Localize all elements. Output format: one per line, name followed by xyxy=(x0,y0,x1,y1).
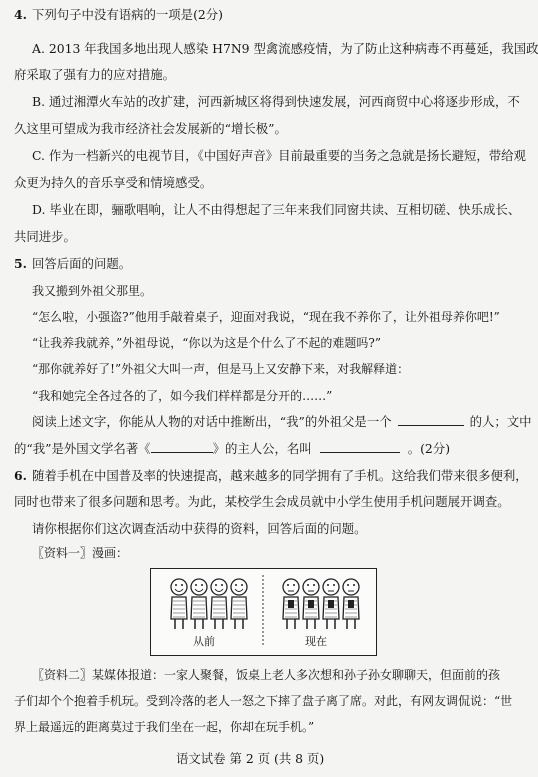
comic-person xyxy=(231,579,247,629)
comic-caption-before: 从前 xyxy=(193,635,215,648)
q5-number: 5. xyxy=(14,256,27,271)
q5-stem: 回答后面的问题。 xyxy=(32,256,132,271)
answer-blank-personality[interactable] xyxy=(398,413,464,426)
q4-option-a-line1: A. 2013 年我国多地出现人感染 H7N9 型禽流感疫情，为了防止这种病毒不再蔓延，我国政 xyxy=(32,41,538,56)
material-two-line3: 界上最遥远的距离莫过于我们坐在一起，你却在玩手机。” xyxy=(14,720,315,734)
q5-passage-line5: “我和她完全各过各的了，如今我们样样都是分开的……” xyxy=(32,389,333,403)
q6-intro-line1: 随着手机在中国普及率的快速提高，越来越多的同学拥有了手机。这给我们带来很多便利， xyxy=(32,468,528,483)
q6-intro-line2: 同时也带来了很多问题和思考。为此，某校学生会成员就中小学生使用手机问题展开调查。 xyxy=(14,494,510,509)
comic-person xyxy=(283,579,299,629)
q5-passage-line1: 我又搬到外祖父那里。 xyxy=(32,284,153,298)
q4-option-d-line1: D. 毕业在即，骊歌唱响，让人不由得想起了三年来我们同窗共读、互相切磋、快乐成长、 xyxy=(32,202,521,217)
q4-option-c-line2: 众更为持久的音乐享受和情境感受。 xyxy=(14,175,213,190)
q4-option-b-line2: 久这里可望成为我市经济社会发展新的“增长极”。 xyxy=(14,121,287,136)
comic-person xyxy=(343,579,359,629)
q5-passage-line3: “让我养我就养，”外祖母说，“你以为这是个什么了不起的难题吗?” xyxy=(32,336,381,350)
q4-option-b-line1: B. 通过湘潭火车站的改扩建，河西新城区将得到快速发展，河西商贸中心将逐步形成，不 xyxy=(32,94,520,109)
q4-option-a-line2: 府采取了强有力的应对措施。 xyxy=(14,67,176,82)
q5-question-text-d: 》的主人公，名叫 xyxy=(212,441,312,456)
comic-person xyxy=(171,579,187,629)
q5-passage-line4: “那你就养好了!”外祖父大叫一声，但是马上又安静下来，对我解释道： xyxy=(32,362,410,376)
q4-option-d-line2: 共同进步。 xyxy=(14,229,76,244)
comic-person xyxy=(303,579,319,629)
answer-blank-protagonist-name[interactable] xyxy=(320,440,400,453)
material-two-line2: 子们却个个抱着手机玩。受到冷落的老人一怒之下摔了盘子离了席。对此，有网友调侃说：“世 xyxy=(14,694,513,708)
answer-blank-book-title[interactable] xyxy=(151,440,213,453)
q6-instruction: 请你根据你们这次调查活动中获得的资料，回答后面的问题。 xyxy=(32,521,367,536)
q5-passage-line2: “怎么啦，小强盗?”他用手敲着桌子，迎面对我说，“现在我不养你了，让外祖母养你吧!” xyxy=(32,310,500,324)
comic-person xyxy=(211,579,227,629)
page-footer: 语文试卷 第 2 页 (共 8 页) xyxy=(176,751,325,766)
comic-figures-before xyxy=(171,579,247,629)
q5-question-line1 xyxy=(32,413,532,431)
q4-number: 4. xyxy=(14,7,27,22)
q5-question-text-e: 。(2分) xyxy=(407,441,451,456)
q4-option-c-line1: C. 作为一档新兴的电视节目，《中国好声音》目前最重要的当务之急就是扬长避短，带给观 xyxy=(32,148,526,163)
comic-illustration xyxy=(150,568,377,656)
material-one-label: 〖资料一〗漫画： xyxy=(32,546,129,560)
comic-caption-now: 现在 xyxy=(305,635,327,648)
q4-stem: 下列句子中没有语病的一项是(2分) xyxy=(32,7,224,22)
comic-figures-now xyxy=(283,579,359,629)
comic-person xyxy=(323,579,339,629)
q6-number: 6. xyxy=(14,468,27,483)
q5-question-text-a: 阅读上述文字，你能从人物的对话中推断出，“我”的外祖父是一个 xyxy=(32,414,392,429)
comic-drawing xyxy=(151,569,376,655)
q5-question-text-c: 的“我”是外国文学名著《 xyxy=(14,441,151,456)
material-two-line1: 〖资料二〗某媒体报道：一家人聚餐，饭桌上老人多次想和孙子孙女聊聊天，但面前的孩 xyxy=(32,668,501,682)
comic-person xyxy=(191,579,207,629)
q5-question-line2 xyxy=(14,440,450,458)
q5-question-text-b: 的人；文中 xyxy=(469,414,532,429)
